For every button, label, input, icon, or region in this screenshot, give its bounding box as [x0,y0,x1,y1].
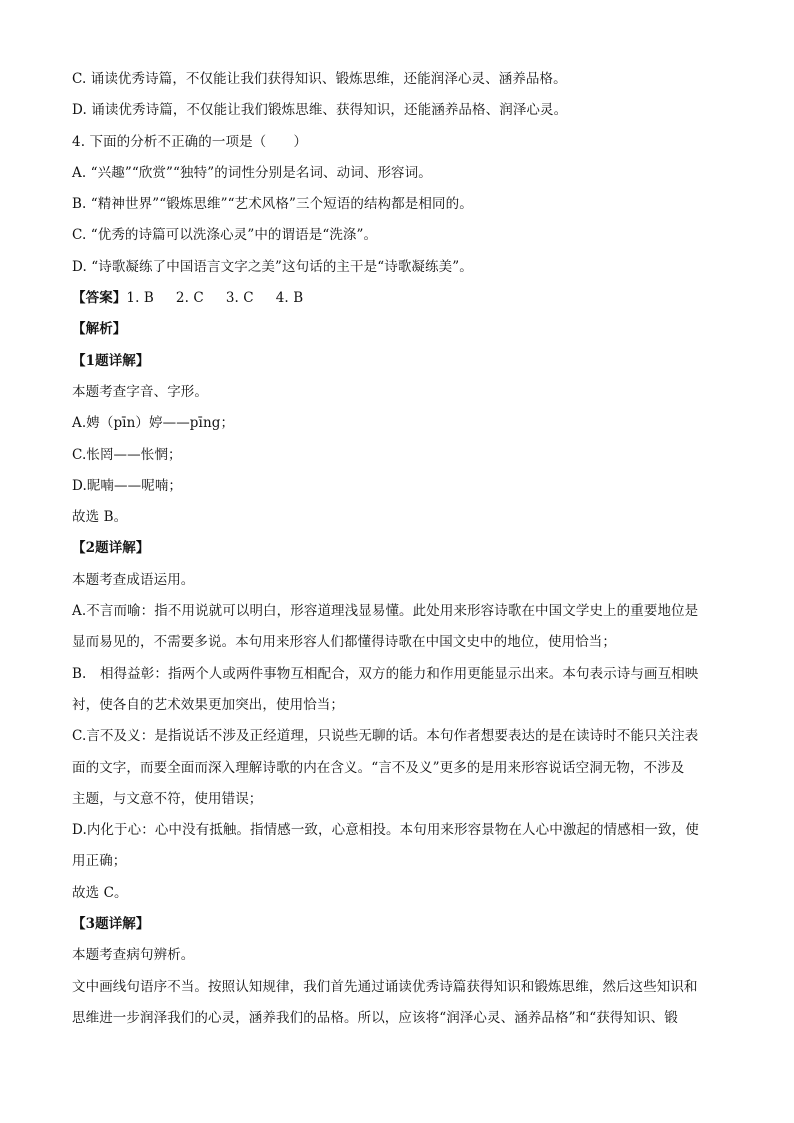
q3-line: 思维进一步润泽我们的心灵，涵养我们的品格。所以，应该将“润泽心灵、涵养品格”和“获得知识、锻 [72,1009,678,1026]
analysis-tag: 【解析】 [72,321,127,338]
option-d-q3: D. 诵读优秀诗篇，不仅能让我们锻炼思维、获得知识，还能涵养品格、润泽心灵。 [72,102,568,119]
q2-line: 主题，与文意不符，使用错误； [72,790,263,807]
q1-line: 故选 B。 [72,509,128,526]
answer-item-4: 4. B [275,290,304,307]
q2-line: 本题考查成语运用。 [72,571,195,588]
q2-line: 显而易见的，不需要多说。本句用来形容人们都懂得诗歌在中国文史中的地位，使用恰当； [72,634,616,651]
q3-line: 文中画线句语序不当。按照认知规律，我们首先通过诵读优秀诗篇获得知识和锻炼思维，然后这些知识和 [72,978,698,995]
q3-heading: 【3题详解】 [72,916,150,933]
q1-heading: 【1题详解】 [72,352,150,369]
document-page [72,64,722,1034]
answer-item-2: 2. C [175,290,204,307]
question-4-option-b: B. “精神世界”“锻炼思维”“艺术风格”三个短语的结构都是相同的。 [72,196,473,213]
q1-line: C.怅罔——怅惘； [72,446,182,463]
option-c-q3: C. 诵读优秀诗篇，不仅能让我们获得知识、锻炼思维，还能润泽心灵、涵养品格。 [72,71,567,87]
question-4-option-d: D. “诗歌凝练了中国语言文字之美”这句话的主干是“诗歌凝练美”。 [72,258,473,275]
q1-line: A.娉（pīn）婷——pīng； [72,415,235,432]
q2-line: 衬，使各自的艺术效果更加突出，使用恰当； [72,696,344,713]
q1-line: 本题考查字音、字形。 [72,383,208,400]
answer-line [72,283,722,314]
q2-line: B. 相得益彰：指两个人或两件事物互相配合，双方的能力和作用更能显示出来。本句表示诗与画互相映 [72,665,699,682]
q2-line: 用正确； [72,853,127,870]
question-4-option-a: A. “兴趣”“欣赏”“独特”的词性分别是名词、动词、形容词。 [72,164,432,181]
answer-item-3: 3. C [225,290,254,307]
question-4-option-c: C. “优秀的诗篇可以洗涤心灵”中的谓语是“洗涤”。 [72,227,378,244]
question-4-stem: 4. 下面的分析不正确的一项是（ ） [72,133,308,150]
q2-line: C.言不及义：是指说话不涉及正经道理，只说些无聊的话。本句作者想要表达的是在读诗时不能只关注表 [72,728,699,745]
q2-line: D.内化于心：心中没有抵触。指情感一致，心意相投。本句用来形容景物在人心中激起的情感相一致，使 [72,822,699,839]
q1-line: D.昵喃——呢喃； [72,477,183,494]
q3-line: 本题考查病句辨析。 [72,947,195,964]
q2-line: 故选 C。 [72,884,128,901]
answer-tag: 【答案】 [72,290,127,307]
q2-line: A.不言而喻：指不用说就可以明白，形容道理浅显易懂。此处用来形容诗歌在中国文学史上的重要地位是 [72,603,699,620]
q2-line: 面的文字，而要全面而深入理解诗歌的内在含义。“言不及义”更多的是用来形容说话空洞无物，不涉及 [72,759,685,776]
answer-item-1: 1. B [126,290,154,307]
q2-heading: 【2题详解】 [72,540,150,557]
